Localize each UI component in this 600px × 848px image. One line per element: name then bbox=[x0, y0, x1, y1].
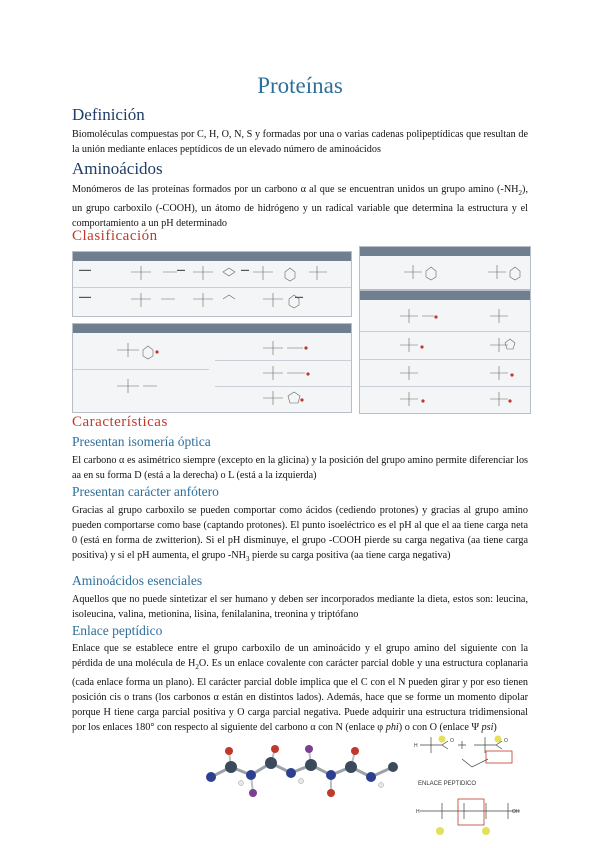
table-polar-amino-acids bbox=[72, 323, 352, 413]
page-title: Proteínas bbox=[257, 73, 343, 98]
heading-caracteristicas: Características bbox=[72, 414, 168, 430]
text-esenciales: Aquellos que no puede sintetizar el ser humano y deben ser incorporados mediante la dieta, estos son: leucina, isoleucina, valina, metionina, lisina, fenilalanina, treonina y triptófano bbox=[72, 594, 528, 620]
heading-clasificacion: Clasificación bbox=[72, 228, 158, 244]
heading-esenciales: Aminoácidos esenciales bbox=[72, 573, 203, 588]
heading-peptidico: Enlace peptídico bbox=[72, 623, 163, 638]
peptide-bond-scheme bbox=[412, 733, 534, 845]
svg-text:▬▬: ▬▬ bbox=[177, 267, 185, 272]
structure-formulas-image bbox=[360, 291, 530, 413]
svg-text:H: H bbox=[414, 743, 418, 749]
structure-formulas-image bbox=[360, 247, 530, 289]
text-peptidico: Enlace que se establece entre el grupo carboxilo de un aminoácido y el grupo amino del siguiente con la pérdida de una molécula de $H_2O$. Es un enlace covalente con carácter parcial doble y una estructura coplanaria (cada enlace forma un plano). El carácter parcial doble implica que el C con el N pueden girar y por eso tienen posición cis o trans (los carbonos α están en distintos lados). Además, hace que se forme un momento dipolar porque H tiene carga parcial positiva y O carga parcial negativa. Puede adquirir una estructura tridimensional por los enlaces 180° con respecto al siguiente del carbono α con N (enlace φ phi) o con O (enlace Ψ psi) bbox=[72, 643, 528, 734]
table-apolar-amino-acids bbox=[72, 251, 352, 317]
text-aminoacidos: Monómeros de las proteínas formados por un carbono α al que se encuentran unidos un grupo amino $(-NH_2)$, un grupo carboxilo (-COOH), un átomo de hidrógeno y un radical variable que determina la estructura y el comportamiento a un pH determinado bbox=[72, 184, 528, 230]
heading-definicion: Definición bbox=[72, 105, 145, 124]
heading-aminoacidos: Aminoácidos bbox=[72, 159, 163, 178]
svg-text:O: O bbox=[450, 738, 454, 744]
svg-text:OH: OH bbox=[512, 809, 520, 815]
table-aromatic-amino-acids bbox=[359, 246, 531, 290]
text-anfotero: Gracias al grupo carboxilo se pueden comportar como ácidos (cediendo protones) y gracias al grupo amino pueden comportarse como base (captando protones). El punto isoeléctrico es el pH al que el aa tiene carga neta 0 (está en forma de zwitterion). Si el pH disminuye, el grupo -COOH pierde su carga negativa (aa tiene carga positiva) y si el pH aumenta, el grupo $-NH_3$ pierde su carga positiva (aa tiene carga negativa) bbox=[72, 505, 528, 564]
text-definicion: Biomoléculas compuestas por C, H, O, N, S y formadas por una o varias cadenas polipeptídicas que resultan de la unión mediante enlaces peptídicos de un elevado número de aminoácidos bbox=[72, 129, 528, 155]
svg-text:H: H bbox=[416, 809, 420, 815]
svg-text:▬▬: ▬▬ bbox=[295, 294, 303, 299]
heading-anfotero: Presentan carácter anfótero bbox=[72, 484, 219, 499]
structure-formulas-image bbox=[73, 324, 351, 412]
text-isomeria: El carbono α es asimétrico siempre (excepto en la glicina) y la posición del grupo amino permite diferenciar los aa en su forma D (está a la derecha) o L (está a la izquierda) bbox=[72, 455, 528, 481]
peptide-bond-label: ENLACE PEPTIDICO bbox=[418, 781, 477, 787]
svg-text:▬▬: ▬▬ bbox=[241, 267, 249, 272]
svg-text:▬▬▬: ▬▬▬ bbox=[79, 294, 91, 299]
peptide-bond-diagram bbox=[412, 733, 534, 845]
polypeptide-chain-image bbox=[205, 737, 405, 805]
table-basic-acid-amino-acids bbox=[359, 290, 531, 414]
heading-isomeria: Presentan isomería óptica bbox=[72, 434, 211, 449]
svg-text:O: O bbox=[504, 738, 508, 744]
structure-formulas-image bbox=[73, 252, 351, 316]
svg-text:▬▬▬: ▬▬▬ bbox=[79, 267, 91, 272]
